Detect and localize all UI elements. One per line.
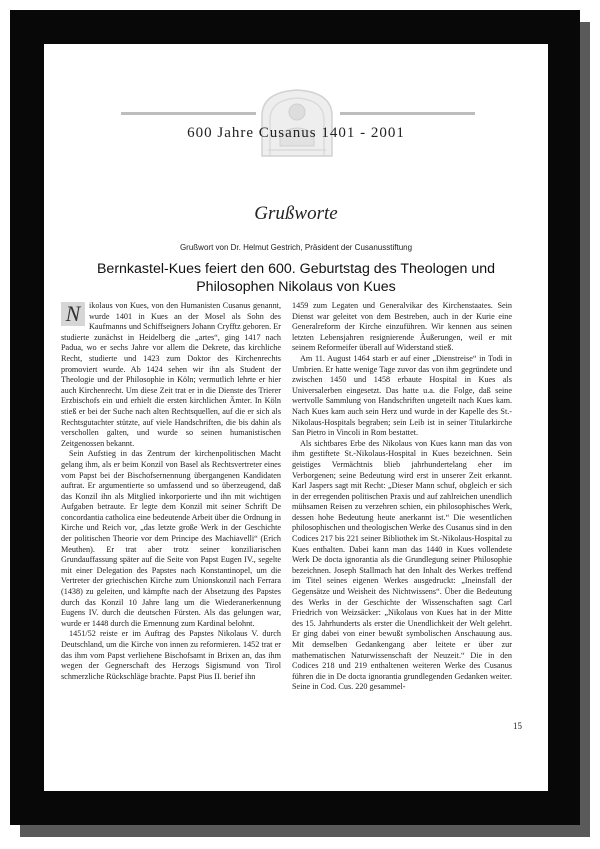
- section-heading: Grußworte: [254, 203, 338, 224]
- paragraph: Am 11. August 1464 starb er auf einer „Dienstreise“ in Todi in Umbrien. Er hatte wenige Tage zuvor das von ihm gegründete und zwischen 1450 und 1458 erbaute Hospital in Kues als Universalerben eingesetzt. Das hatte u.a. die Folge, daß seine wertvolle Sammlung von Handschriften ungeteilt nach Kues kam. Nach Kues kam auch sein Herz und wurde in der Kapelle des St.-Nikolaus-Hospitals begraben; sein Leib ist in seiner Titularkirche San Pietro in Vincoli in Rom bestattet.: [292, 353, 512, 438]
- drop-cap: N: [61, 302, 85, 326]
- byline: Grußwort von Dr. Helmut Gestrich, Präsident der Cusanusstiftung: [179, 243, 413, 252]
- paragraph: 1451/52 reiste er im Auftrag des Papstes Nikolaus V. durch Deutschland, um die Kirche von innen zu reformieren. 1452 trat er das ihm vom Papst verliehene Bischofsamt in Brixen an, das ihm wegen der Gegnerschaft des Herzogs Sigismund von Tirol schmerzliche Rückschläge brachte. Papst Pius II. berief ihn: [61, 629, 281, 681]
- document-page: [44, 44, 548, 791]
- page-number: 15: [513, 721, 522, 731]
- header-rule-right: [340, 112, 475, 115]
- paragraph: ikolaus von Kues, von den Humanisten Cusanus genannt, wurde 1401 in Kues an der Mosel als Sohn des Kaufmanns und Schiffseigners Johann Cryfftz geboren. Er studierte zunächst in Heidelberg die „artes“, ging 1417 nach Padua, wo er sechs Jahre vor allem die Dekrete, das kirchliche Recht, studierte und 1423 zum Doktor des Kirchenrechts promoviert wurde. Ab 1424 sehen wir ihn als Student der Theologie und der Philosophie in Köln; vermutlich lehrte er hier auch Kirchenrecht. Um diese Zeit trat er in die Dienste des Trierer Erzbischofs ein und erhielt die ersten kirchlichen Ämter. In Köln stieß er bei der Suche nach alten Rechtsquellen, auf die er sich als Rechtsgutachter stützte, auf viele Handschriften, die bis dahin als verschollen galten, und wurde so seinen humanistischen Zeitgenossen bekannt.: [61, 301, 281, 448]
- paragraph: 1459 zum Legaten und Generalvikar des Kirchenstaates. Sein Dienst war geleitet von dem Bestreben, auch in der Kurie eine Generalreform der Kirche einzuführen. Wir kennen aus seinen letzten Lebensjahren resignierende Äußerungen, weil er mit seinem Reformeifer überall auf Widerstand stieß.: [292, 301, 512, 353]
- paragraph: Als sichtbares Erbe des Nikolaus von Kues kann man das von ihm gestiftete St.-Nikolaus-Hospital in Kues bezeichnen. Sein geistiges Vermächtnis blieb jahrhundertelang eher im Verborgenen; seine Bedeutung wird erst in unserer Zeit erkannt. Karl Jaspers sagt mit Recht: „Dieser Mann schuf, obgleich er sich in der erregenden politischen Praxis und auf zahlreichen unendlich mühsamen Reisen zu verzehren schien, ein philosophisches Werk, dessen hohe Bedeutung heute anerkannt ist.“ Die wesentlichen philosophischen und theologischen Werke des Cusanus sind in den Codices 217 bis 221 seiner Bibliothek im St.-Nikolaus-Hospital zu Kues enthalten. Dabei kann man das 1440 in Kues vollendete Werk De docta ignorantia als die Grundlegung seiner Philosophie bezeichnen. Joseph Stallmach hat den Inhalt des Werkes treffend im Titel seines eigenen Werkes ausgedruckt: „Ineinsfall der Gegensätze und Weisheit des Nichtwissens“. Über die Bedeutung des Werks in der Geschichte der Wissenschaften sagt Carl Friedrich von Weizsäcker: „Nikolaus von Kues hat in der Mitte des 15. Jahrhunderts als erster die Unendlichkeit der Welt gelehrt. Er ging dabei von einer bewußt symbolischen Anschauung aus. Mit demselben Gedankengang aber leitete er über zur mathematischen Naturwissenschaft der Neuzeit.“ Die in den Codices 218 und 219 enthaltenen weiteren Werke des Cusanus führen die in De docta ignorantia grundlegenden Gedanken weiter. Seine in Cod. Cus. 220 gesammel-: [292, 438, 512, 692]
- text-column-right: [292, 301, 512, 693]
- paragraph: Sein Aufstieg in das Zentrum der kirchenpolitischen Macht gelang ihm, als er beim Konzil von Basel als Rechtsvertreter eines vom Papst bei der Bischofsernennung übergangenen Kandidaten auftrat. Er argumentierte so umfassend und so überzeugend, daß das Konzil ihn als Mitglied inkorporierte und ihn mit wichtigen Aufgaben betraute. Er legte dem Konzil mit seiner Schrift De concordantia catholica eine bedeutende Arbeit über die Ordnung in Kirche und Reich vor, „das letzte große Werk in der Geschichte der politischen Theorie vor dem Principe des Machiavelli“ (Erich Meuthen). Er trat aber trotz seiner konziliarischen Grundauffassung später auf die Seite von Papst Eugen IV., segelte mit einer Delegation des Papstes nach Konstantinopel, um die Vertreter der griechischen Kirche zum Unionskonzil nach Ferrara (1438) zu geleiten, und kämpfte nach der Absetzung des Papstes durch das Konzil 10 Jahre lang um die Wiederanerkennung Eugens IV. durch die deutschen Fürsten. Als das gelungen war, wurde er 1448 durch die Ernennung zum Kardinal belohnt.: [61, 449, 281, 628]
- header-rule-left: [121, 112, 256, 115]
- running-header: 600 Jahre Cusanus 1401 - 2001: [187, 125, 405, 141]
- text-column-left: [61, 301, 281, 682]
- article-title: Bernkastel-Kues feiert den 600. Geburtstag des Theologen und Philosophen Nikolaus von Kues: [96, 261, 496, 295]
- crest-emblem-icon: [258, 86, 336, 158]
